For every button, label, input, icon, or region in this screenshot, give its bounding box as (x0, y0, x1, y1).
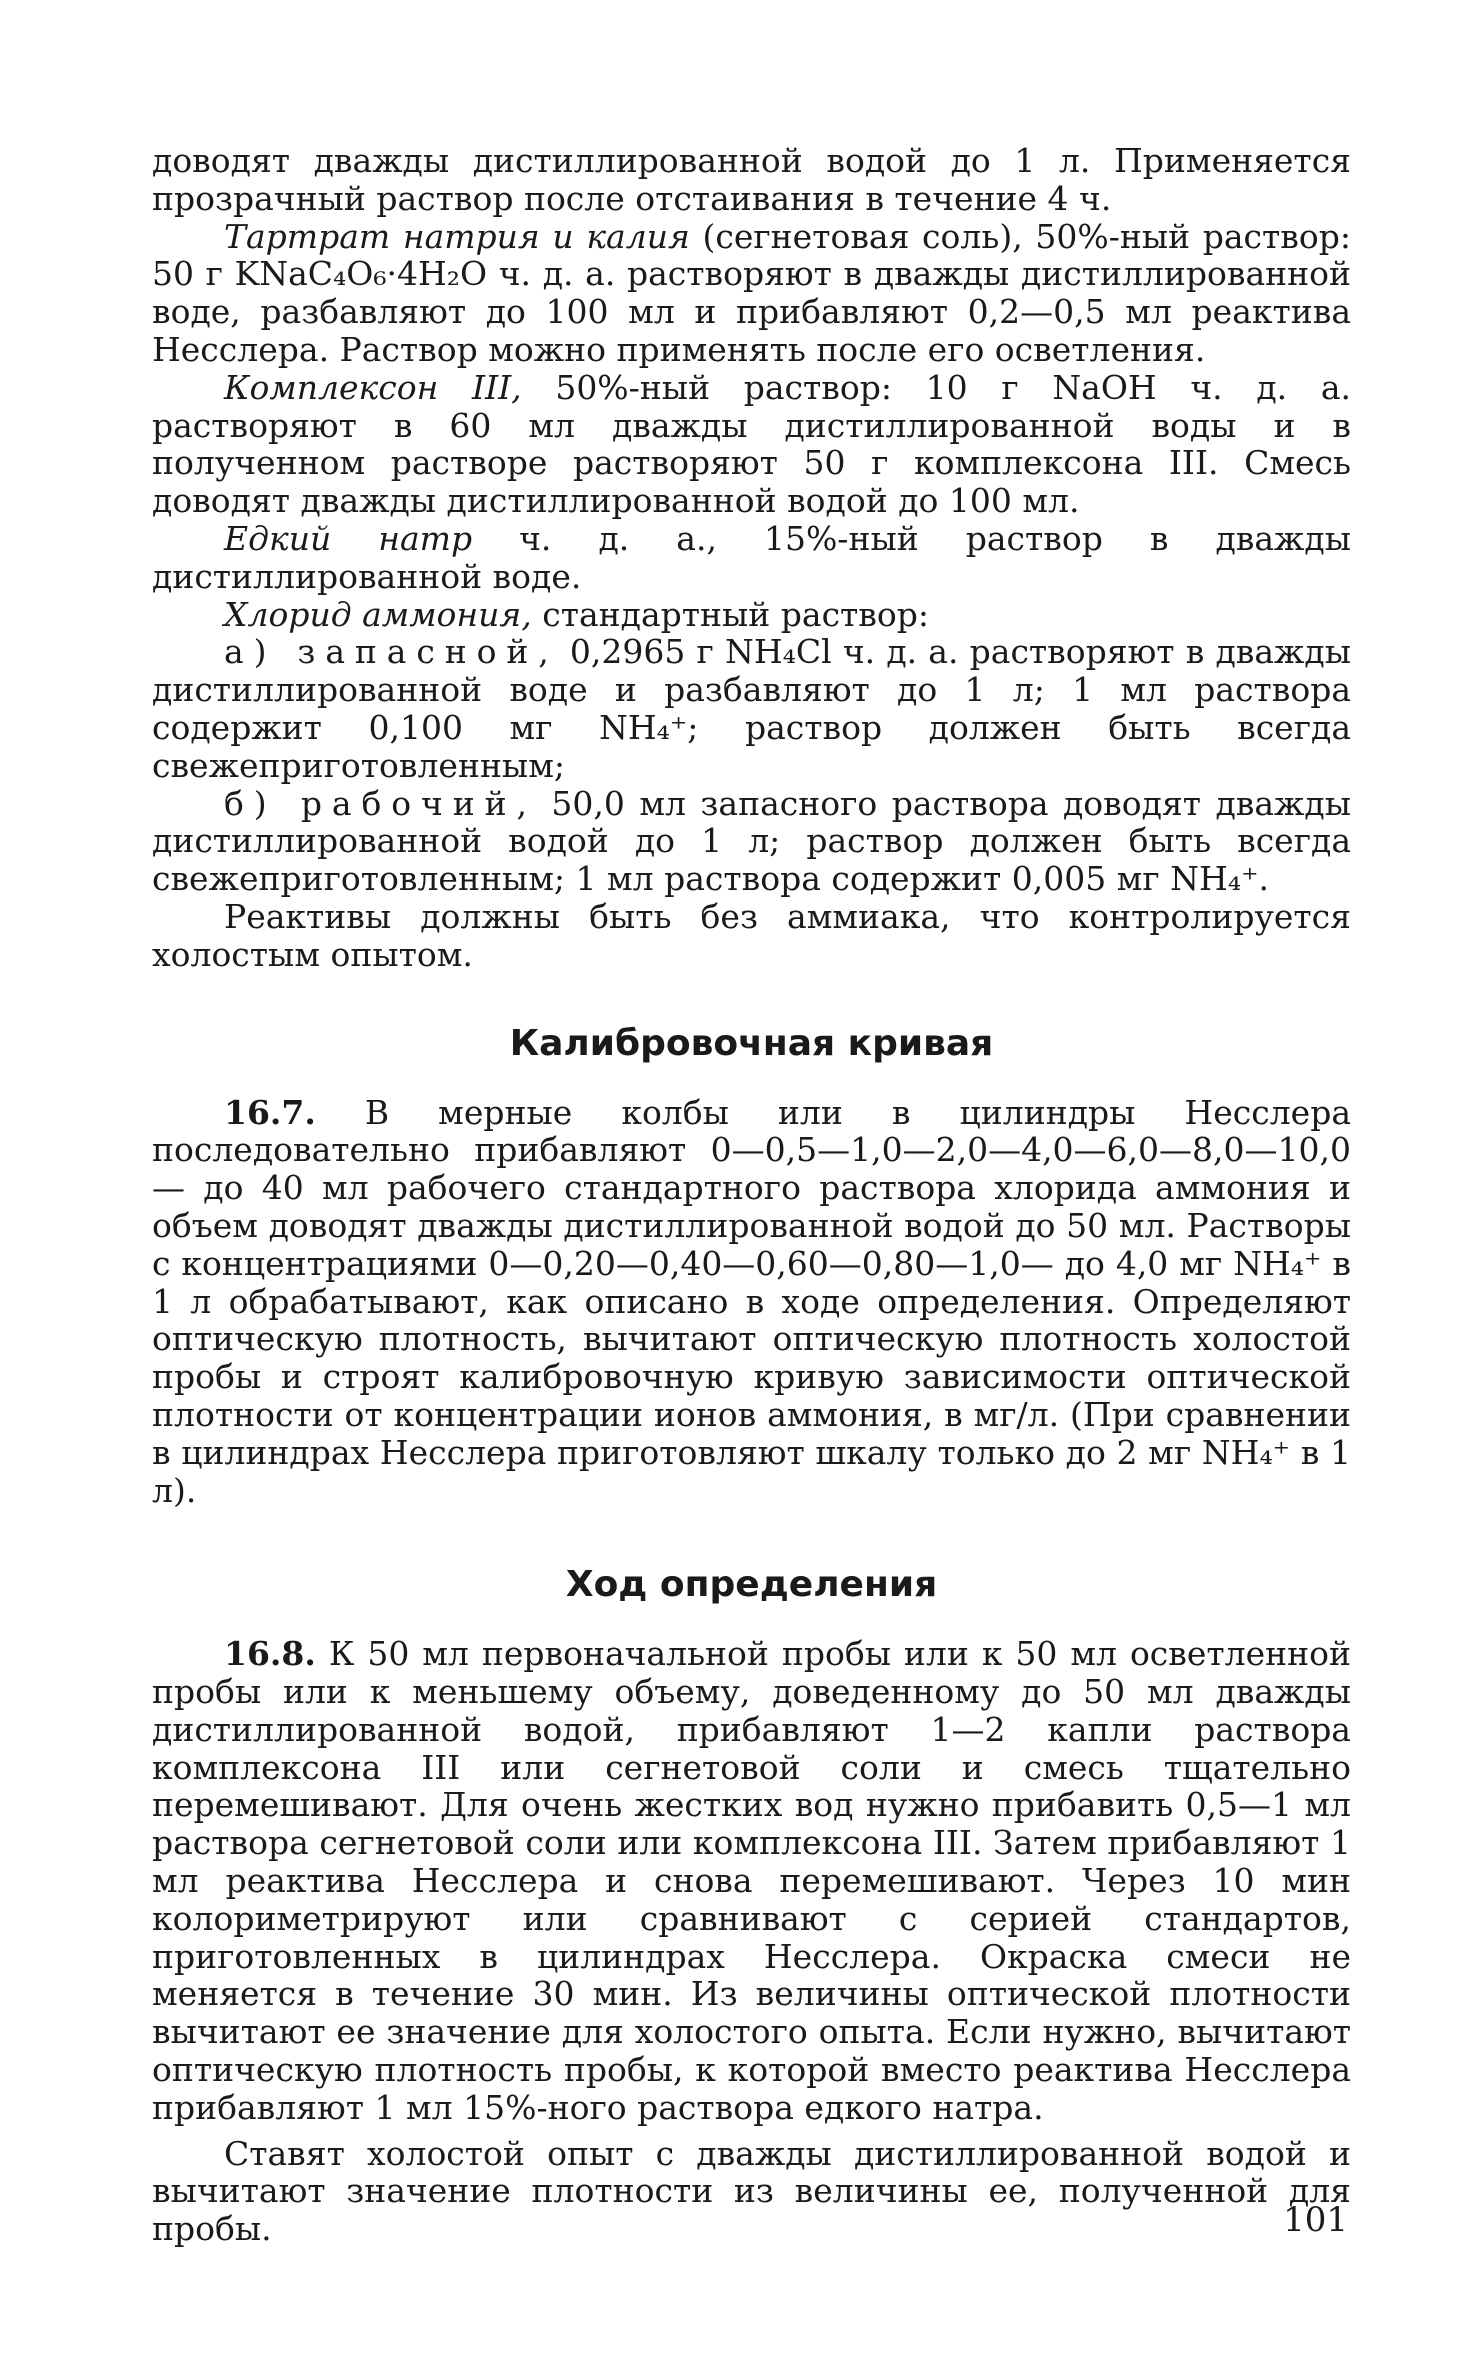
paragraph-sodium-hydroxide: Едкий натр ч. д. а., 15%-ный раствор в дважды дистиллированной воде. (152, 518, 1351, 596)
section-number: 16.8. (224, 1634, 316, 1674)
paragraph-working-solution: б) рабочий, 50,0 мл запасного раствора доводят дважды дистиллированной водой до 1 л; раствор должен быть всегда свежеприготовленным; 1 мл раствора содержит 0,005 мг NH₄⁺. (152, 783, 1351, 899)
page-number: 101 (1283, 2200, 1348, 2240)
section-heading-calibration: Калибровочная кривая (509, 1022, 994, 1064)
paragraph-tartrate: Тартрат натрия и калия (сегнетовая соль), 50%-ный раствор: 50 г KNaC₄O₆·4H₂O ч. д. а. растворяют в дважды дистиллированной воде, разбавляют до 100 мл и прибавляют 0,2—0,5 мл реактива Несслера. Раствор можно применять после его осветления. (152, 216, 1351, 369)
paragraph-procedure: 16.8. К 50 мл первоначальной пробы или к 50 мл осветленной пробы или к меньшему объему, доведенному до 50 мл дважды дистиллированной водой, прибавляют 1—2 капли раствора комплексона III или сегнетовой соли и смесь тщательно перемешивают. Для очень жестких вод нужно прибавить 0,5—1 мл раствора сегнетовой соли или комплексона III. Затем прибавляют 1 мл реактива Несслера и снова перемешивают. Через 10 мин колориметрируют или сравнивают с серией стандартов, приготовленных в цилиндрах Несслера. Окраска смеси не меняется в течение 30 мин. Из величины оптической плотности вычитают ее значение для холостого опыта. Если нужно, вычитают оптическую плотность пробы, к которой вместо реактива Несслера прибавляют 1 мл 15%-ного раствора едкого натра. (152, 1634, 1351, 2127)
section-heading-procedure: Ход определения (565, 1564, 938, 1606)
paragraph-continuation: доводят дважды дистиллированной водой до 1 л. Применяется прозрачный раствор после отстаивания в течение 4 ч. (152, 141, 1351, 218)
reagent-term: Тартрат натрия и калия (224, 216, 690, 256)
paragraph-reagents-note: Реактивы должны быть без аммиака, что контролируется холостым опытом. (152, 896, 1351, 974)
reagent-term: Комплексон III, (224, 367, 522, 407)
paragraph-calibration: 16.7. В мерные колбы или в цилиндры Несслера последовательно прибавляют 0—0,5—1,0—2,0—4,0—6,0—8,0—10,0— до 40 мл рабочего стандартного раствора хлорида аммония и объем доводят дважды дистиллированной водой до 50 мл. Растворы с концентрациями 0—0,20—0,40—0,60—0,80—1,0— до 4,0 мг NH₄⁺ в 1 л обрабатывают, как описано в ходе определения. Определяют оптическую плотность, вычитают оптическую плотность холостой пробы и строят калибровочную кривую зависимости оптической плотности от концентрации ионов аммония, в мг/л. (При сравнении в цилиндрах Несслера приготовляют шкалу только до 2 мг NH₄⁺ в 1 л). (152, 1092, 1351, 1510)
paragraph-complexon: Комплексон III, 50%-ный раствор: 10 г NaOH ч. д. а. растворяют в 60 мл дважды дистиллированной воды и в полученном растворе растворяют 50 г комплексона III. Смесь доводят дважды дистиллированной водой до 100 мл. (152, 367, 1351, 521)
item-label: а) запасной, (224, 632, 559, 672)
paragraph-stock-solution: а) запасной, 0,2965 г NH₄Cl ч. д. а. растворяют в дважды дистиллированной воде и разбавляют до 1 л; 1 мл раствора содержит 0,100 мг NH₄⁺; раствор должен быть всегда свежеприготовленным; (152, 632, 1351, 785)
paragraph-blank-test: Ставят холостой опыт с дважды дистиллированной водой и вычитают значение плотности из величины ее, полученной для пробы. (152, 2133, 1351, 2249)
reagent-term: Хлорид аммония, (224, 594, 532, 634)
paragraph-ammonium-chloride: Хлорид аммония, стандартный раствор: (224, 594, 929, 634)
reagent-term: Едкий натр (224, 518, 473, 558)
section-number: 16.7. (224, 1092, 316, 1132)
item-label: б) рабочий, (224, 783, 537, 823)
